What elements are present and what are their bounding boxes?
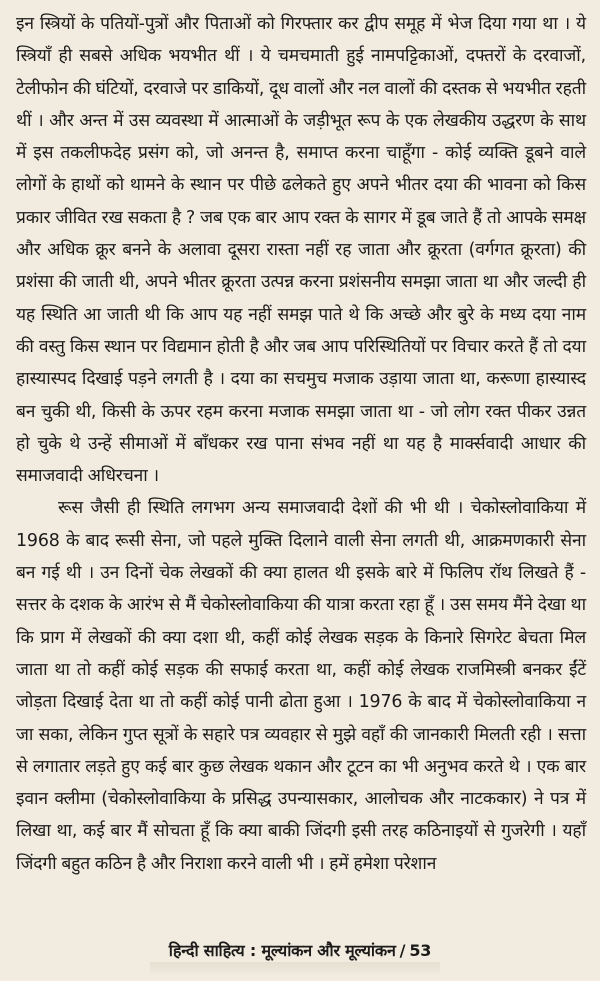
body-paragraph-2: रूस जैसी ही स्थिति लगभग अन्य समाजवादी देशों की भी थी । चेकोस्लोवाकिया में 1968 के बाद रूसी सेना, जो पहले मुक्ति दिलाने वाली सेना लगती थी, आक्रमणकारी सेना बन गई थी । उन दिनों चेक लेखकों की क्या हालत थी इसके बारे में फिलिप रॉथ लिखते हैं - सत्तर के दशक के आरंभ से मैं चेकोस्लोवाकिया की यात्रा करता रहा हूँ । उस समय मैंने देखा था कि प्राग में लेखकों की क्या दशा थी, कहीं कोई लेखक सड़क के किनारे सिगरेट बेचता मिल जाता था तो कहीं कोई सड़क की सफाई करता था, कहीं कोई लेखक राजमिस्त्री बनकर ईंटें जोड़ता दिखाई देता था तो कहीं कोई पानी ढोता हुआ । 1976 के बाद में चेकोस्लोवाकिया न जा सका, लेकिन गुप्त सूत्रों के सहारे पत्र व्यवहार से मुझे वहाँ की जानकारी मिलती रही । सत्ता से लगातार लड़ते हुए कई बार कुछ लेखक थकान और टूटन का भी अनुभव करते थे । एक बार इवान क्लीमा (चेकोस्लोवाकिया के प्रसिद्ध उपन्यासकार, आलोचक और नाटककार) ने पत्र में लिखा था, कई बार मैं सोचता हूँ कि क्या बाकी जिंदगी इसी तरह कठिनाइयों से गुजरेगी । यहाँ जिंदगी बहुत कठिन है और निराशा करने वाली भी । हमें हमेशा परेशान	[16, 498, 586, 874]
page-number: 53	[409, 941, 432, 960]
body-paragraph-1: इन स्त्रियों के पतियों-पुत्रों और पिताओं को गिरफ्तार कर द्वीप समूह में भेज दिया गया था । ये स्त्रियाँ ही सबसे अधिक भयभीत थीं । ये चमचमाती हुई नामपट्टिकाओं, दफ्तरों के दरवाजों, टेलीफोन की घंटियों, दरवाजे पर डाकियों, दूध वालों और नल वालों की दस्तक से भयभीत रहती थीं । और अन्त में उस व्यवस्था में आत्माओं के जड़ीभूत रूप के एक लेखकीय उद्धरण के साथ में इस तकलीफदेह प्रसंग को, जो अनन्त है, समाप्त करना चाहूँगा - कोई व्यक्ति डूबने वाले लोगों के हाथों को थामने के स्थान पर पीछे ढलेकते हुए अपने भीतर दया की भावना को किस प्रकार जीवित रख सकता है ? जब एक बार आप रक्त के सागर में डूब जाते हैं तो आपके समक्ष और अधिक क्रूर बनने के अलावा दूसरा रास्ता नहीं रह जाता और क्रूरता (वर्गगत क्रूरता) की प्रशंसा की जाती थी, अपने भीतर क्रूरता उत्पन्न करना प्रशंसनीय समझा जाता था और जल्दी ही यह स्थिति आ जाती थी कि आप यह नहीं समझ पाते थे कि अच्छे और बुरे के मध्य दया नाम की वस्तु किस स्थान पर विद्यमान होती है और जब आप परिस्थितियों पर विचार करते हैं तो दया हास्यास्पद दिखाई पड़ने लगती है । दया का सचमुच मजाक उड़ाया जाता था, करूणा हास्यास्द बन चुकी थी, किसी के ऊपर रहम करना मजाक समझा जाता था - जो लोग रक्त पीकर उन्नत हो चुके थे उन्हें सीमाओं में बाँधकर रख पाना संभव नहीं था यह है मार्क्सवादी आधार की समाजवादी अधिरचना ।	[16, 14, 586, 487]
page-footer	[0, 939, 600, 961]
print-bleed-through	[150, 962, 440, 976]
footer-separator: /	[399, 941, 406, 960]
running-title: हिन्दी साहित्य : मूल्यांकन और मूल्यांकन	[168, 941, 396, 960]
